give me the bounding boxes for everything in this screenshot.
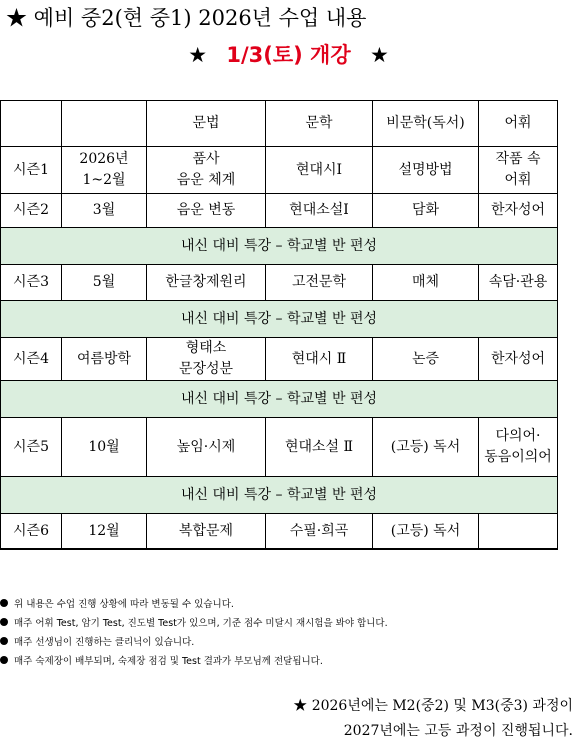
note-text: 위 내용은 수업 진행 상황에 따라 변동될 수 있습니다. — [14, 599, 234, 610]
season-cell: 시즌3 — [1, 265, 62, 301]
vocab-cell: 작품 속 어휘 — [479, 147, 558, 194]
season-cell: 시즌1 — [1, 147, 62, 194]
special-session-label: 내신 대비 특강 – 학교별 반 편성 — [1, 301, 558, 338]
vocab-cell: 속담·관용 — [479, 265, 558, 301]
period-cell: 3월 — [62, 194, 147, 228]
page-title: ★ 예비 중2(현 중1) 2026년 수업 내용 — [6, 6, 367, 30]
season-row — [1, 194, 558, 228]
note-text: 매주 숙제장이 배부되며, 숙제장 점검 및 Test 결과가 부모님께 전달됩니다. — [14, 656, 323, 667]
header-row — [1, 101, 558, 147]
period-cell: 12월 — [62, 514, 147, 550]
bullet-icon — [0, 599, 8, 607]
special-session-row — [1, 301, 558, 338]
note-text: 매주 어휘 Test, 암기 Test, 진도별 Test가 있으며, 기준 점수 미달시 재시험을 봐야 합니다. — [14, 618, 388, 629]
season-cell: 시즌5 — [1, 418, 62, 477]
header-cell: 문법 — [147, 101, 266, 147]
vocab-cell: 한자성어 — [479, 338, 558, 381]
season-row — [1, 265, 558, 301]
footer-note — [293, 694, 573, 744]
season-cell: 시즌6 — [1, 514, 62, 550]
period-cell: 2026년 1~2월 — [62, 147, 147, 194]
literature-cell: 현대시Ⅰ — [266, 147, 373, 194]
bullet-icon — [0, 656, 8, 664]
literature-cell: 현대소설Ⅰ — [266, 194, 373, 228]
literature-cell: 수필·희곡 — [266, 514, 373, 550]
special-session-row — [1, 381, 558, 418]
grammar-cell: 음운 변동 — [147, 194, 266, 228]
note-text: 매주 선생님이 진행하는 클리닉이 있습니다. — [14, 637, 195, 648]
period-cell: 5월 — [62, 265, 147, 301]
note-item — [0, 652, 388, 671]
season-row — [1, 147, 558, 194]
header-cell — [62, 101, 147, 147]
footer-line-1: ★ 2026년에는 M2(중2) 및 M3(중3) 과정이 — [293, 698, 573, 714]
header-cell: 어휘 — [479, 101, 558, 147]
season-cell: 시즌4 — [1, 338, 62, 381]
nonlit-cell: 논증 — [373, 338, 479, 381]
nonlit-cell: (고등) 독서 — [373, 418, 479, 477]
season-row — [1, 514, 558, 550]
footer-line-2: 2027년에는 고등 과정이 진행됩니다. — [343, 723, 573, 739]
schedule-table — [0, 100, 558, 550]
grammar-cell: 높임·시제 — [147, 418, 266, 477]
star-left-icon: ★ — [188, 43, 208, 67]
period-cell: 10월 — [62, 418, 147, 477]
grammar-cell: 한글창제원리 — [147, 265, 266, 301]
grammar-cell: 형태소 문장성분 — [147, 338, 266, 381]
special-session-row — [1, 228, 558, 265]
grammar-cell: 복합문제 — [147, 514, 266, 550]
nonlit-cell: 매체 — [373, 265, 479, 301]
grammar-cell: 품사 음운 체계 — [147, 147, 266, 194]
special-session-row — [1, 477, 558, 514]
vocab-cell — [479, 514, 558, 550]
star-right-icon: ★ — [369, 43, 389, 67]
note-item — [0, 633, 388, 652]
season-cell: 시즌2 — [1, 194, 62, 228]
season-row — [1, 418, 558, 477]
season-row — [1, 338, 558, 381]
note-item — [0, 595, 388, 614]
nonlit-cell: (고등) 독서 — [373, 514, 479, 550]
special-session-label: 내신 대비 특강 – 학교별 반 편성 — [1, 381, 558, 418]
vocab-cell: 다의어· 동음이의어 — [479, 418, 558, 477]
opening-date: 1/3(토) 개강 — [226, 43, 351, 67]
nonlit-cell: 설명방법 — [373, 147, 479, 194]
literature-cell: 현대소설 Ⅱ — [266, 418, 373, 477]
header-cell — [1, 101, 62, 147]
header-cell: 문학 — [266, 101, 373, 147]
header-cell: 비문학(독서) — [373, 101, 479, 147]
note-item — [0, 614, 388, 633]
notes-list — [0, 595, 388, 671]
subtitle — [0, 40, 577, 70]
special-session-label: 내신 대비 특강 – 학교별 반 편성 — [1, 228, 558, 265]
literature-cell: 고전문학 — [266, 265, 373, 301]
special-session-label: 내신 대비 특강 – 학교별 반 편성 — [1, 477, 558, 514]
nonlit-cell: 담화 — [373, 194, 479, 228]
bullet-icon — [0, 637, 8, 645]
vocab-cell: 한자성어 — [479, 194, 558, 228]
literature-cell: 현대시 Ⅱ — [266, 338, 373, 381]
period-cell: 여름방학 — [62, 338, 147, 381]
bullet-icon — [0, 618, 8, 626]
